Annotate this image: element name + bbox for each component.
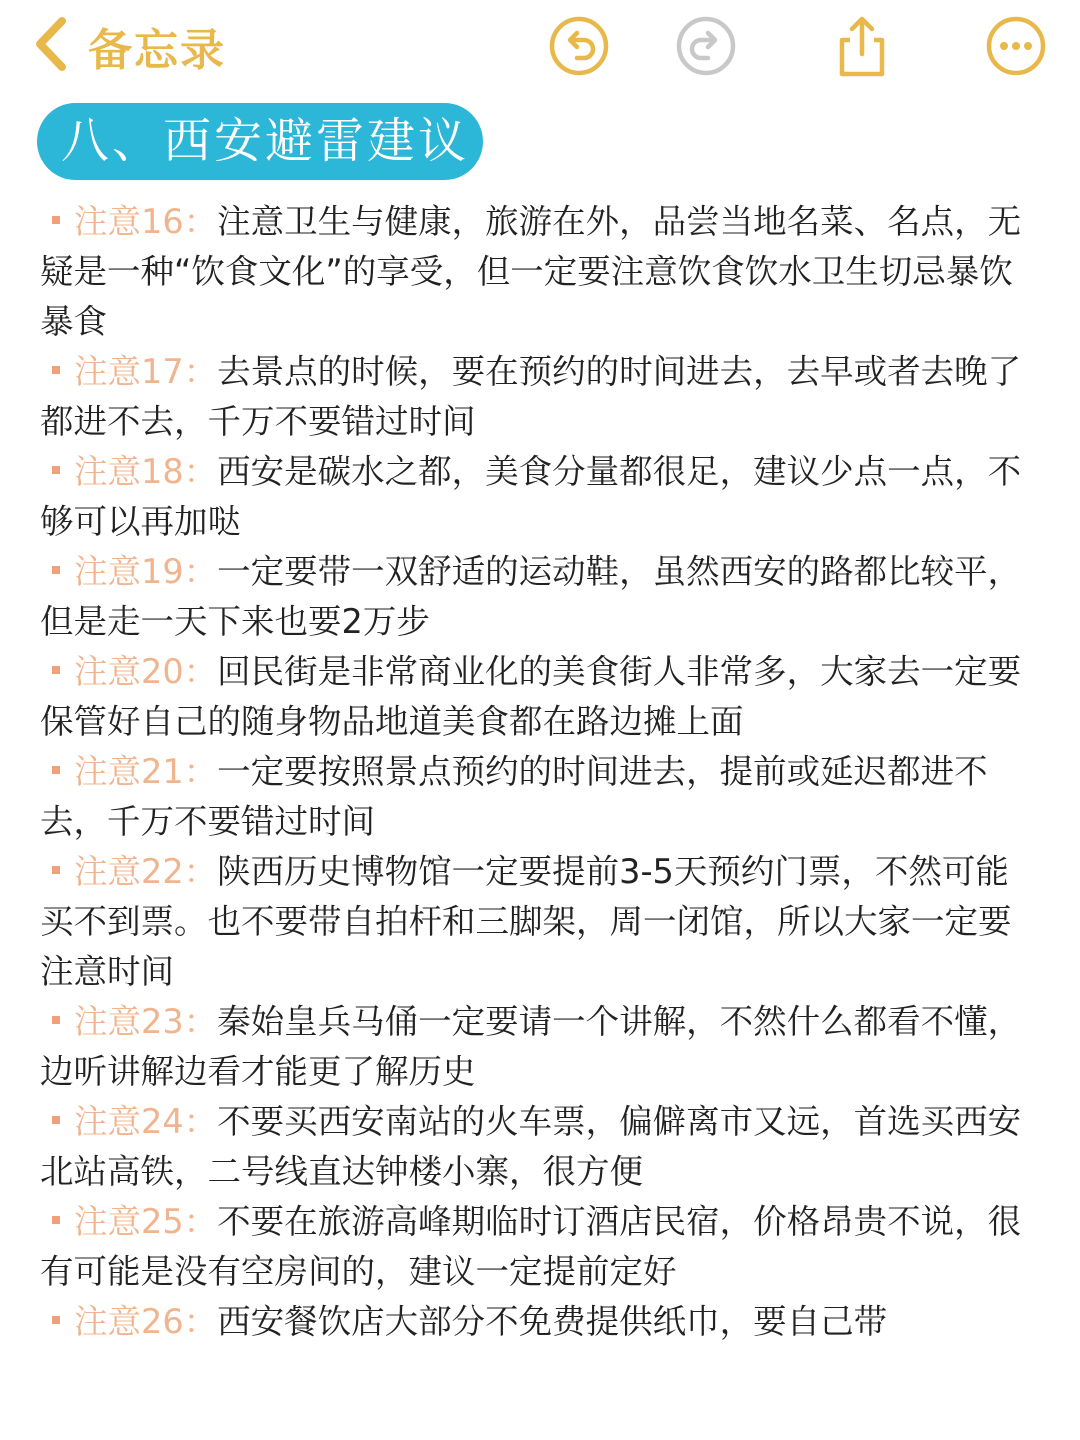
back-label: 备忘录 bbox=[88, 25, 226, 76]
note-text: 不要买西安南站的火车票，偏僻离市又远，首选买西安北站高铁，二号线直达钟楼小寨，很方便 bbox=[40, 1102, 1022, 1191]
note-label: 注意18： bbox=[74, 452, 218, 491]
note-label: 注意17： bbox=[74, 352, 218, 391]
bullet-square-icon bbox=[52, 466, 60, 474]
bullet-square-icon bbox=[52, 666, 60, 674]
bullet-square-icon bbox=[52, 1216, 60, 1224]
note-text: 去景点的时候，要在预约的时间进去，去早或者去晚了都进不去，千万不要错过时间 bbox=[40, 352, 1022, 441]
share-icon bbox=[830, 14, 894, 78]
back-button[interactable] bbox=[30, 14, 226, 78]
undo-icon bbox=[547, 14, 611, 78]
section-heading: 八、西安避雷建议 bbox=[37, 103, 483, 180]
top-navigation-bar bbox=[0, 0, 1080, 100]
note-item bbox=[40, 197, 1035, 347]
bullet-square-icon bbox=[52, 866, 60, 874]
note-label: 注意23： bbox=[74, 1002, 218, 1041]
note-label: 注意19： bbox=[74, 552, 218, 591]
note-label: 注意22： bbox=[74, 852, 218, 891]
note-item bbox=[40, 447, 1035, 547]
note-text: 西安餐饮店大部分不免费提供纸巾，要自己带 bbox=[217, 1302, 888, 1341]
note-item bbox=[40, 847, 1035, 997]
note-label: 注意16： bbox=[74, 202, 218, 241]
note-text: 陕西历史博物馆一定要提前3-5天预约门票，不然可能买不到票。也不要带自拍杆和三脚架，周一闭馆，所以大家一定要注意时间 bbox=[40, 852, 1012, 991]
more-button[interactable] bbox=[984, 14, 1048, 78]
note-item bbox=[40, 997, 1035, 1097]
note-label: 注意24： bbox=[74, 1102, 218, 1141]
bullet-square-icon bbox=[52, 1116, 60, 1124]
note-item bbox=[40, 747, 1035, 847]
undo-button[interactable] bbox=[547, 14, 611, 78]
chevron-left-icon bbox=[30, 15, 72, 77]
note-label: 注意26： bbox=[74, 1302, 218, 1341]
bullet-square-icon bbox=[52, 566, 60, 574]
note-item bbox=[40, 1297, 1035, 1347]
redo-icon bbox=[674, 14, 738, 78]
more-icon bbox=[984, 14, 1048, 78]
note-label: 注意25： bbox=[74, 1202, 218, 1241]
note-text: 西安是碳水之都，美食分量都很足，建议少点一点，不够可以再加哒 bbox=[40, 452, 1022, 541]
bullet-square-icon bbox=[52, 366, 60, 374]
note-item bbox=[40, 1197, 1035, 1297]
note-text: 一定要带一双舒适的运动鞋，虽然西安的路都比较平，但是走一天下来也要2万步 bbox=[40, 552, 1022, 641]
redo-button[interactable] bbox=[674, 14, 738, 78]
bullet-square-icon bbox=[52, 766, 60, 774]
note-text: 秦始皇兵马俑一定要请一个讲解，不然什么都看不懂，边听讲解边看才能更了解历史 bbox=[40, 1002, 1022, 1091]
note-label: 注意20： bbox=[74, 652, 218, 691]
note-item bbox=[40, 1097, 1035, 1197]
note-item bbox=[40, 647, 1035, 747]
bullet-square-icon bbox=[52, 216, 60, 224]
note-text: 不要在旅游高峰期临时订酒店民宿，价格昂贵不说，很有可能是没有空房间的，建议一定提前定好 bbox=[40, 1202, 1022, 1291]
bullet-square-icon bbox=[52, 1016, 60, 1024]
note-text: 回民街是非常商业化的美食街人非常多，大家去一定要保管好自己的随身物品地道美食都在路边摊上面 bbox=[40, 652, 1022, 741]
bullet-square-icon bbox=[52, 1316, 60, 1324]
share-button[interactable] bbox=[830, 14, 894, 78]
note-item bbox=[40, 547, 1035, 647]
note-list bbox=[40, 197, 1035, 1347]
note-label: 注意21： bbox=[74, 752, 218, 791]
note-item bbox=[40, 347, 1035, 447]
note-text: 一定要按照景点预约的时间进去，提前或延迟都进不去，千万不要错过时间 bbox=[40, 752, 988, 841]
note-text: 注意卫生与健康，旅游在外，品尝当地名菜、名点，无疑是一种“饮食文化”的享受，但一定要注意饮食饮水卫生切忌暴饮暴食 bbox=[40, 202, 1022, 341]
